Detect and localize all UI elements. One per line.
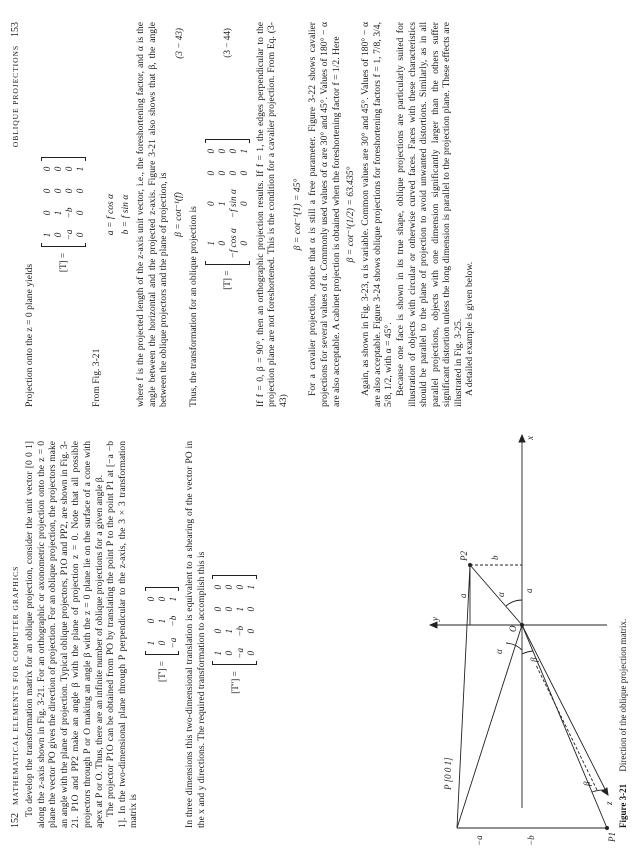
z-axis bbox=[522, 625, 608, 795]
equation-number: (3 − 43) bbox=[173, 28, 184, 59]
matrix-cell: 0 bbox=[145, 596, 156, 602]
arrowhead bbox=[430, 622, 437, 628]
projector-p1o bbox=[522, 625, 607, 828]
matrix-cell: 0 bbox=[213, 584, 224, 590]
label-x: x bbox=[525, 436, 535, 440]
matrix-cell: 0 bbox=[156, 640, 167, 646]
paragraph: A detailed example is given below. bbox=[464, 261, 476, 396]
label-a: a bbox=[524, 588, 534, 593]
paragraph: For a cavalier projection, notice that α is still a free parameter. Figure 3-22 shows cavalier projections for several values of α. Commonly used values of α are 30° and 45°. Values of 180° − α are also acceptable. A cabinet projection is obtained when the foreshortening factor f = 1/2. Here bbox=[307, 22, 342, 407]
origin-point bbox=[520, 623, 524, 627]
matrix-cell: 0 bbox=[156, 596, 167, 602]
label-minus-b: −b bbox=[526, 835, 536, 846]
matrix-cell: 1 bbox=[74, 166, 85, 172]
paragraph: Because one face is shown in its true shape, oblique projections are particularly suited for illustration of objects with circular or otherwise curved faces. Faces with these characteristics should be parallel to the plane of projection to avoid unwanted distortions. Similarly, as in all parallel projections, objects with one dimension significantly larger than the others suffer significant distortion unless the long dimension is parallel to the projection plane. These effects are illustrated in Fig. 3-25. bbox=[394, 22, 464, 407]
point-p1 bbox=[605, 826, 609, 830]
matrix-cell: 0 bbox=[205, 170, 216, 176]
equation-t-prime bbox=[145, 441, 179, 828]
matrix-cell: 0 bbox=[238, 170, 249, 176]
paragraph: Projection onto the z = 0 plane yields bbox=[24, 263, 35, 407]
matrix bbox=[212, 575, 257, 665]
matrix-cell: 0 bbox=[63, 166, 74, 172]
label-minus-a: −a bbox=[474, 835, 484, 846]
equation-lhs: [T] = bbox=[58, 252, 69, 273]
matrix-cell: −f sin α bbox=[227, 189, 238, 219]
matrix-cell: 1 bbox=[213, 650, 224, 656]
equation-number: (3 − 44) bbox=[222, 28, 233, 58]
matrix-cell: 1 bbox=[216, 201, 227, 206]
equation-t bbox=[41, 22, 86, 407]
paragraph: The projector P1O can be obtained from PO by translating the point P to the point P1 at [−a −b 1]. In the two-dimensional plane through P perpendicular to the z-axis, the 3 × 3 transformation matrix is bbox=[105, 441, 140, 828]
matrix-cell: 0 bbox=[224, 606, 235, 612]
matrix-cell: 0 bbox=[216, 241, 227, 246]
equation-body: β = cot⁻¹(f) bbox=[172, 192, 184, 237]
display-equation: b = f sin α bbox=[120, 194, 132, 235]
arrowhead bbox=[602, 788, 608, 795]
matrix-cell: 0 bbox=[227, 170, 238, 176]
matrix-cell: 1 bbox=[52, 210, 63, 216]
matrix-cell: 0 bbox=[238, 241, 249, 246]
matrix-cell: −f cos α bbox=[227, 228, 238, 259]
matrix-cell: 1 bbox=[224, 628, 235, 634]
matrix-cell: −a bbox=[63, 229, 74, 241]
label-y: y bbox=[430, 617, 440, 621]
equation-t-double-prime bbox=[212, 441, 257, 828]
matrix bbox=[145, 587, 179, 655]
matrix-cell: 1 bbox=[246, 584, 257, 590]
paragraph: Again, as shown in Fig. 3-23, α is variable. Common values are 30° and 45°. Values of 180° − α are also acceptable. Figure 3-24 shows oblique projections for foreshortening factors f = 1, 7/8, 3/4, 5/8, 1/2, with α = 45°. bbox=[360, 22, 395, 407]
matrix-cell: 0 bbox=[74, 188, 85, 194]
equation-3-44 bbox=[205, 22, 250, 407]
alpha-arc bbox=[506, 600, 522, 606]
matrix-cell: 1 bbox=[41, 232, 52, 238]
paragraph: From Fig. 3-21 bbox=[90, 348, 102, 407]
projector-po bbox=[457, 625, 522, 828]
matrix-cell: 0 bbox=[41, 188, 52, 194]
matrix-cell: −b bbox=[63, 207, 74, 219]
beta-arc bbox=[522, 651, 533, 654]
matrix-cell: 0 bbox=[224, 584, 235, 590]
matrix-cell: 0 bbox=[41, 166, 52, 172]
equation-lhs: [T'] = bbox=[156, 661, 167, 682]
right-running-head bbox=[10, 22, 24, 407]
matrix-cell: 0 bbox=[41, 210, 52, 216]
matrix-cell: 0 bbox=[246, 606, 257, 612]
paragraph: Thus, the transformation for an oblique projection is bbox=[187, 206, 199, 407]
matrix-cell: 0 bbox=[216, 170, 227, 176]
label-p: P [0 0 1] bbox=[443, 757, 453, 790]
running-head-title: OBLIQUE PROJECTIONS bbox=[11, 45, 20, 148]
matrix-cell: 0 bbox=[145, 618, 156, 624]
matrix-cell: 0 bbox=[52, 232, 63, 238]
label-b: b bbox=[490, 555, 500, 560]
matrix-cell: 0 bbox=[74, 210, 85, 216]
label-origin: O bbox=[508, 625, 518, 632]
matrix-cell: 0 bbox=[74, 232, 85, 238]
display-equation: a = f cos α bbox=[105, 193, 117, 236]
figure-number: Figure 3-21 bbox=[618, 783, 628, 828]
matrix-cell: 0 bbox=[238, 201, 249, 206]
display-equation: β = cot⁻¹(1) = 45° bbox=[292, 178, 304, 251]
matrix-cell: −b bbox=[235, 625, 246, 637]
matrix-cell: 1 bbox=[235, 606, 246, 612]
matrix-cell: 0 bbox=[224, 650, 235, 656]
page-number: 152 bbox=[10, 813, 21, 828]
matrix-cell: 1 bbox=[156, 618, 167, 624]
matrix-cell: −a bbox=[235, 647, 246, 659]
matrix-cell: 0 bbox=[235, 584, 246, 590]
matrix-cell: 0 bbox=[52, 166, 63, 172]
matrix-cell: 0 bbox=[63, 188, 74, 194]
figure-3-21-diagram bbox=[412, 425, 617, 850]
paragraph: In three dimensions this two-dimensional translation is equivalent to a shearing of the vector PO in the x and y directions. The required transformation to accomplish this is bbox=[183, 441, 207, 828]
matrix-cell: 1 bbox=[238, 148, 249, 154]
cone-generator bbox=[536, 665, 597, 790]
display-equation-3-43 bbox=[173, 22, 185, 407]
display-equation: β = cot⁻¹(1/2) = 63.435° bbox=[345, 166, 357, 263]
label-alpha: α bbox=[496, 592, 506, 597]
paragraph: If f = 0, β = 90°, then an orthographic projection results. If f = 1, the edges perpendicular to the projection plane are not foreshortened. This is the condition for a cavalier projection. From Eq. (3-43) bbox=[254, 22, 289, 407]
left-running-head bbox=[10, 441, 24, 828]
matrix-cell: 0 bbox=[216, 148, 227, 154]
label-a: a bbox=[458, 593, 468, 598]
caption-text: Direction of the oblique projection matrix. bbox=[618, 618, 628, 772]
matrix-cell: 0 bbox=[246, 628, 257, 634]
paragraph: where f is the projected length of the z-axis unit vector, i.e., the foreshortening factor, and α is the angle between the horizontal and the projected z-axis. Figure 3-21 also shows that β, the angle between the oblique projectors and the plane of projection, is bbox=[135, 22, 170, 407]
matrix-cell: 1 bbox=[205, 241, 216, 246]
matrix-cell: 0 bbox=[246, 650, 257, 656]
running-head-title: MATHEMATICAL ELEMENTS FOR COMPUTER GRAPHICS bbox=[11, 565, 20, 805]
paragraph: To develop the transformation matrix for an oblique projection, consider the unit vector [0 0 1] along the z-axis shown in Fig. 3-21. For an orthographic or axonometric projection onto the z = 0 plane the vector PO gives the direction of projection. For an oblique projection, the projectors make an angle with the plane of projection. Typical oblique projectors, P1O and PP2, are shown in Fig. 3-21. P1O and PP2 make an angle β with the plane of projection z = 0. Note that all possible projectors through P or O making an angle β with the z = 0 plane lie on the surface of a cone with apex at P or O. Thus, there are an infinite number of oblique projections for a given angle β. bbox=[24, 441, 105, 828]
label-z: z bbox=[604, 801, 614, 805]
page-number: 153 bbox=[10, 22, 21, 37]
matrix-cell: 0 bbox=[205, 148, 216, 154]
matrix bbox=[41, 157, 86, 247]
matrix-cell: 0 bbox=[213, 606, 224, 612]
matrix-cell: 1 bbox=[145, 640, 156, 646]
matrix-cell: 0 bbox=[205, 201, 216, 206]
figure-caption bbox=[618, 438, 628, 828]
matrix-cell: −b bbox=[167, 615, 178, 627]
point-p2 bbox=[468, 563, 472, 567]
matrix-cell: 0 bbox=[52, 188, 63, 194]
matrix-cell: 0 bbox=[227, 148, 238, 154]
matrix-cell: 1 bbox=[167, 596, 178, 602]
label-p2: P2 bbox=[459, 551, 469, 561]
label-alpha: α bbox=[494, 649, 504, 654]
equation-lhs: [T''] = bbox=[229, 671, 240, 694]
label-beta: β bbox=[582, 781, 592, 786]
projector-pp2 bbox=[457, 565, 470, 828]
equation-lhs: [T] = bbox=[222, 270, 233, 290]
matrix-cell: 0 bbox=[213, 628, 224, 634]
matrix-cell: −a bbox=[167, 637, 178, 649]
label-beta: β bbox=[529, 657, 539, 662]
matrix bbox=[205, 139, 250, 264]
label-p1: P1 bbox=[607, 832, 617, 842]
